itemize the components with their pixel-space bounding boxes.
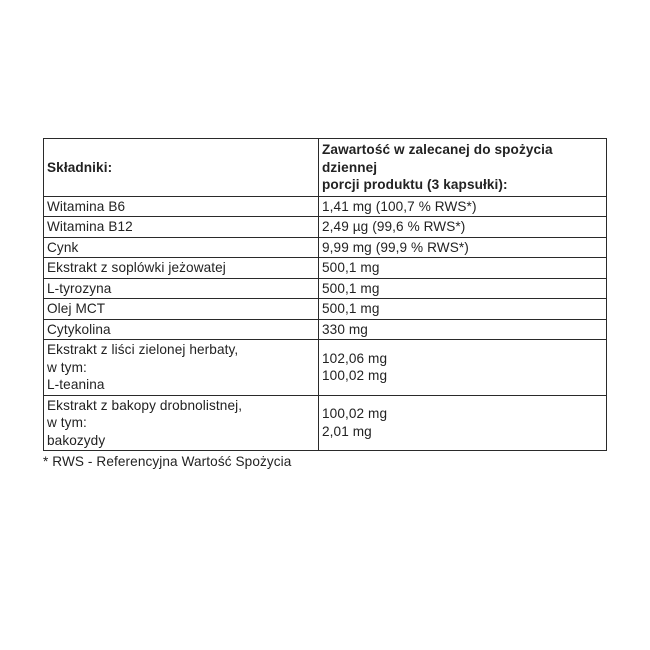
ingredient-value: 2,49 µg (99,6 % RWS*) [322,219,466,234]
header-ingredients [44,139,319,197]
ingredient-value-cell [319,278,607,299]
ingredient-name: L-teanina [47,377,105,392]
ingredient-value: 500,1 mg [322,260,380,275]
ingredient-name-cell [44,299,319,320]
ingredient-name: Cynk [47,239,79,255]
header-content [319,139,607,197]
ingredient-name: L-tyrozyna [47,280,112,296]
ingredient-value: 100,02 mg [322,406,388,422]
ingredient-name: Ekstrakt z bakopy drobnolistnej, [47,397,243,413]
ingredient-value: 500,1 mg [322,280,380,296]
ingredient-name-cell [44,278,319,299]
ingredient-value: 100,02 mg [322,368,388,384]
ingredient-name: w tym: [47,415,87,430]
ingredient-value: 500,1 mg [322,301,380,316]
ingredient-name-cell [44,237,319,258]
ingredient-value-cell [319,258,607,279]
ingredient-name: Cytykolina [47,321,111,337]
table-header-row [44,139,607,197]
ingredients-table [43,138,607,451]
header-content-line: porcji produktu (3 kapsułki): [322,177,508,192]
ingredient-name-cell [44,395,319,451]
ingredient-name: Olej MCT [47,301,106,316]
ingredient-value: 1,41 mg (100,7 % RWS*) [322,198,477,214]
ingredient-name-cell [44,319,319,340]
footnote: * RWS - Referencyjna Wartość Spożycia [43,454,292,469]
ingredient-value-cell [319,395,607,451]
ingredient-name-cell [44,340,319,396]
table-row [44,237,607,258]
table-row [44,340,607,396]
table-row [44,319,607,340]
table-row [44,258,607,279]
header-content-line: Zawartość w zalecanej do spożycia [322,142,553,157]
ingredient-name: w tym: [47,359,87,375]
ingredient-value-cell [319,196,607,217]
ingredient-value-cell [319,340,607,396]
table-row [44,299,607,320]
ingredient-value: 9,99 mg (99,9 % RWS*) [322,239,469,255]
nutrition-table-wrapper [43,138,606,471]
ingredient-name: Witamina B6 [47,198,126,214]
ingredient-value: 330 mg [322,321,368,337]
header-content-line: dziennej [322,159,378,175]
ingredient-value: 2,01 mg [322,423,372,439]
table-row [44,217,607,238]
ingredient-value: 102,06 mg [322,350,388,366]
table-row [44,196,607,217]
ingredient-name: bakozydy [47,432,106,448]
table-row [44,395,607,451]
ingredient-value-cell [319,217,607,238]
ingredient-value-cell [319,319,607,340]
ingredient-value-cell [319,237,607,258]
header-ingredients-label: Składniki: [47,159,113,175]
table-row [44,278,607,299]
ingredient-name-cell [44,196,319,217]
ingredient-name: Ekstrakt z liści zielonej herbaty, [47,342,239,357]
ingredient-name: Ekstrakt z soplówki jeżowatej [47,260,226,275]
ingredient-value-cell [319,299,607,320]
ingredient-name-cell [44,258,319,279]
ingredient-name: Witamina B12 [47,219,133,234]
ingredient-name-cell [44,217,319,238]
